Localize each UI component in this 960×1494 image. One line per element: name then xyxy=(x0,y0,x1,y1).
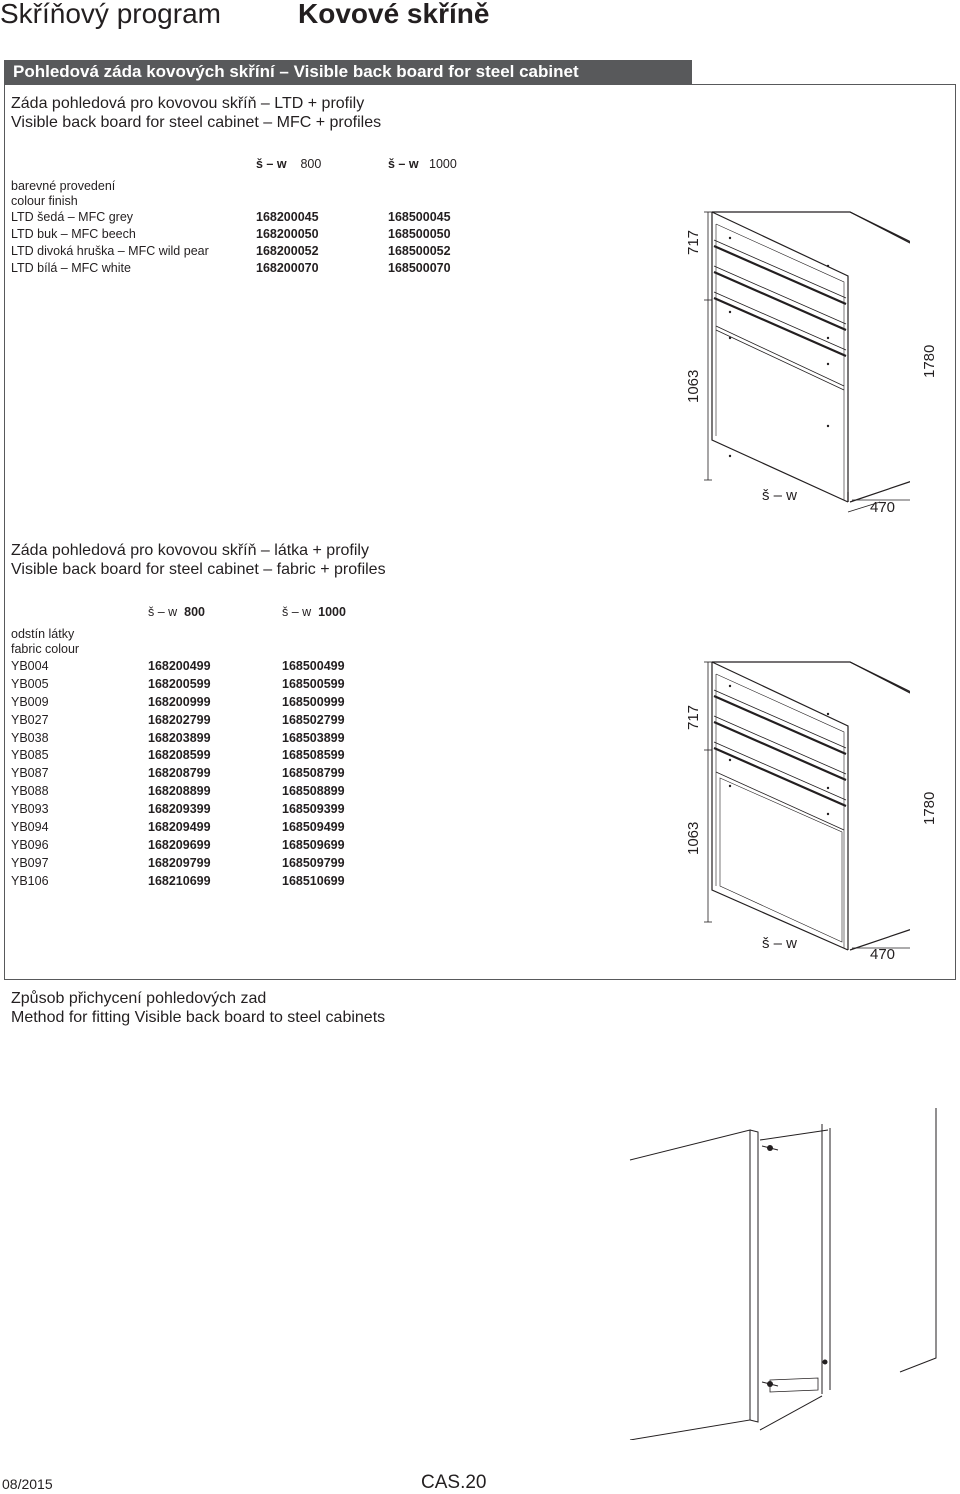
cabinet-outline xyxy=(712,662,910,950)
row-code-1000: 168510699 xyxy=(282,873,345,888)
banner-rule xyxy=(4,84,956,85)
row-code-1000: 168509699 xyxy=(282,837,345,852)
col2-value: 1000 xyxy=(429,157,457,171)
section2-col1-header xyxy=(148,605,205,619)
frame-right-border xyxy=(955,84,956,980)
cabinet-drawing-bottom xyxy=(670,650,910,970)
table-row xyxy=(11,747,411,765)
row-code-800: 168209799 xyxy=(148,855,211,870)
row-code-800: 168200499 xyxy=(148,659,211,673)
row-code-800: 168208599 xyxy=(148,748,211,763)
row-code-800: 168200599 xyxy=(148,676,211,691)
col2-prefix: š – w xyxy=(282,605,312,619)
dim-470-top: 470 xyxy=(870,499,896,516)
row-code-1000: 168509499 xyxy=(282,820,345,835)
row-name: LTD bílá – MFC white xyxy=(11,261,131,275)
row-name: LTD šedá – MFC grey xyxy=(11,210,134,224)
row-code-800: 168209499 xyxy=(148,820,211,835)
fixing-screws xyxy=(767,1145,828,1387)
dim-717-top: 717 xyxy=(685,229,702,255)
row-name: YB004 xyxy=(11,659,49,673)
row-code-1000: 168500050 xyxy=(388,227,451,241)
section3-title-en: Method for fitting Visible back board to steel cabinets xyxy=(11,1009,386,1026)
row-code-800: 168200999 xyxy=(148,694,211,709)
row-name: YB093 xyxy=(11,802,49,817)
page-title-bold: Kovové skříně xyxy=(298,0,490,29)
page-title-light: Skříňový program xyxy=(0,0,221,29)
table-row xyxy=(11,260,491,277)
row-code-800: 168200050 xyxy=(256,227,319,241)
row-name: YB027 xyxy=(11,712,49,727)
screw-dots xyxy=(729,237,829,457)
table-row xyxy=(11,676,411,694)
table-row xyxy=(11,801,411,819)
row-code-1000: 168508599 xyxy=(282,748,345,763)
footer-page-code: CAS.20 xyxy=(421,1472,487,1493)
row-code-1000: 168503899 xyxy=(282,730,345,745)
cabinet-outline xyxy=(712,212,910,502)
section2-label-cz: odstín látky xyxy=(11,627,75,641)
row-code-1000: 168500045 xyxy=(388,210,451,224)
panel-outline xyxy=(630,1108,936,1440)
section1-title-en: Visible back board for steel cabinet – MFC + profiles xyxy=(11,114,382,131)
row-name: YB088 xyxy=(11,784,49,799)
section1-col2-header xyxy=(388,157,457,171)
section2-label-en: fabric colour xyxy=(11,642,80,656)
col1-value: 800 xyxy=(300,157,322,171)
section1-title-cz: Záda pohledová pro kovovou skříň – LTD + profily xyxy=(11,95,365,112)
row-name: YB085 xyxy=(11,748,49,763)
row-code-1000: 168500070 xyxy=(388,261,451,275)
row-code-1000: 168509799 xyxy=(282,855,345,870)
dim-width-top: š – w xyxy=(762,487,798,504)
row-code-1000: 168500599 xyxy=(282,676,345,691)
row-name: YB106 xyxy=(11,873,49,888)
col2-value: 1000 xyxy=(318,605,346,619)
row-code-1000: 168502799 xyxy=(282,712,345,727)
row-code-800: 168202799 xyxy=(148,712,211,727)
row-code-800: 168208899 xyxy=(148,784,211,799)
table-row xyxy=(11,765,411,783)
section2-title-en: Visible back board for steel cabinet – fabric + profiles xyxy=(11,561,386,578)
col1-value: 800 xyxy=(184,605,205,619)
col2-prefix: š – w xyxy=(388,157,419,171)
section2-table xyxy=(11,658,411,891)
col1-prefix: š – w xyxy=(256,157,287,171)
fitting-drawing xyxy=(600,1100,950,1440)
row-code-800: 168200045 xyxy=(256,210,319,224)
section3-title-cz: Způsob přichycení pohledových zad xyxy=(11,990,267,1007)
section2-col2-header xyxy=(282,605,346,619)
table-row xyxy=(11,873,411,891)
dim-1063-bottom: 1063 xyxy=(685,821,702,855)
row-name: YB097 xyxy=(11,855,49,870)
table-row xyxy=(11,694,411,712)
row-name: YB087 xyxy=(11,766,49,781)
row-name: YB009 xyxy=(11,694,49,709)
row-name: LTD buk – MFC beech xyxy=(11,227,136,241)
frame-left-border xyxy=(4,84,5,980)
row-code-1000: 168509399 xyxy=(282,802,345,817)
row-code-800: 168200070 xyxy=(256,261,319,275)
table-row xyxy=(11,658,411,676)
section-banner: Pohledová záda kovových skříní – Visible back board for steel cabinet xyxy=(4,60,692,84)
row-name: YB094 xyxy=(11,820,49,835)
table-row xyxy=(11,783,411,801)
section1-table xyxy=(11,209,491,277)
row-code-800: 168203899 xyxy=(148,730,211,745)
footer-date: 08/2015 xyxy=(2,1476,53,1492)
table-row xyxy=(11,209,491,226)
col1-prefix: š – w xyxy=(148,605,178,619)
row-code-800: 168208799 xyxy=(148,766,211,781)
row-code-800: 168200052 xyxy=(256,244,319,258)
row-code-1000: 168500052 xyxy=(388,244,451,258)
table-row xyxy=(11,819,411,837)
table-row xyxy=(11,226,491,243)
row-code-1000: 168508899 xyxy=(282,784,345,799)
section1-label-cz: barevné provedení xyxy=(11,179,116,193)
table-row xyxy=(11,837,411,855)
table-row xyxy=(11,712,411,730)
row-code-1000: 168500499 xyxy=(282,659,345,673)
dim-width-bottom: š – w xyxy=(762,935,798,952)
row-code-1000: 168508799 xyxy=(282,766,345,781)
section1-col1-header xyxy=(256,157,321,171)
section1-label-en: colour finish xyxy=(11,194,78,208)
section-divider xyxy=(4,979,956,980)
dim-717-bottom: 717 xyxy=(685,704,702,730)
dim-1780-top: 1780 xyxy=(921,344,938,378)
dim-1780-bottom: 1780 xyxy=(921,791,938,825)
section2-title-cz: Záda pohledová pro kovovou skříň – látka + profily xyxy=(11,542,369,559)
row-name: YB005 xyxy=(11,676,49,691)
table-row xyxy=(11,243,491,260)
dim-1063-top: 1063 xyxy=(685,369,702,403)
row-name: YB096 xyxy=(11,837,49,852)
row-code-800: 168209399 xyxy=(148,802,211,817)
row-code-800: 168210699 xyxy=(148,873,211,888)
row-name: YB038 xyxy=(11,730,49,745)
row-code-800: 168209699 xyxy=(148,837,211,852)
cabinet-drawing-top xyxy=(670,200,910,530)
table-row xyxy=(11,855,411,873)
row-name: LTD divoká hruška – MFC wild pear xyxy=(11,244,209,258)
table-row xyxy=(11,730,411,748)
dim-470-bottom: 470 xyxy=(870,946,896,963)
row-code-1000: 168500999 xyxy=(282,694,345,709)
